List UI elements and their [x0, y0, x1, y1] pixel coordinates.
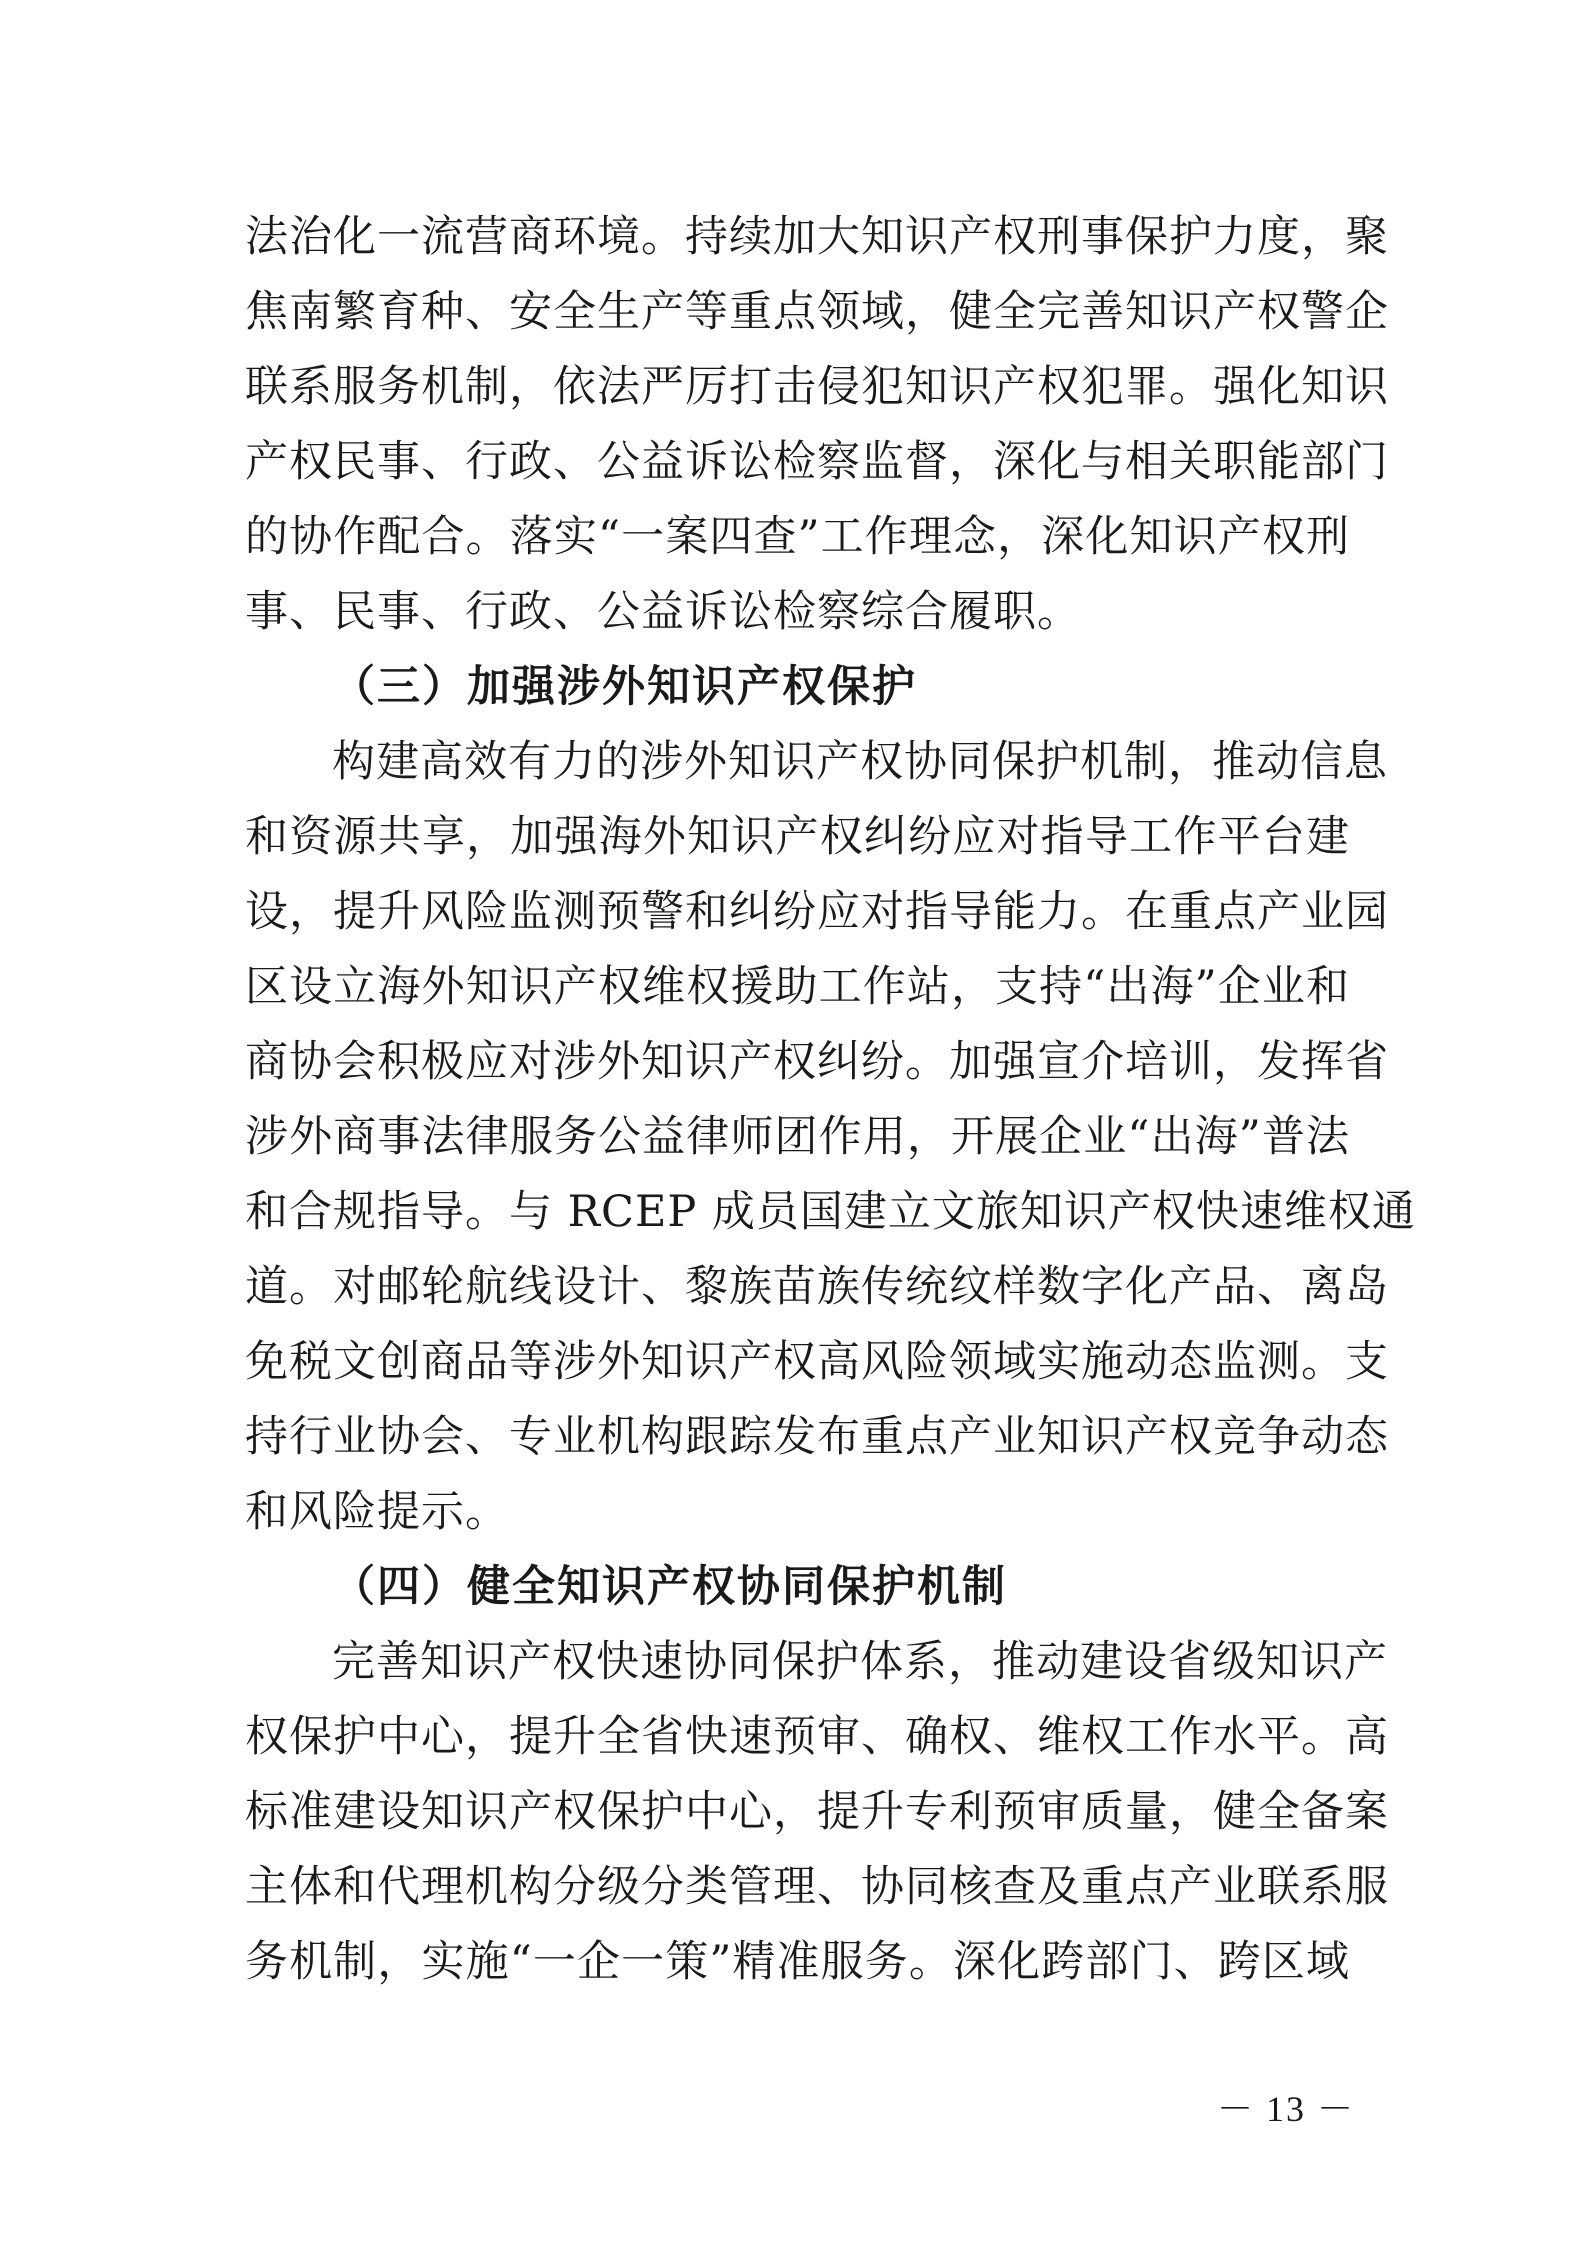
paragraph-line: 主体和代理机构分级分类管理、协同核查及重点产业联系服	[245, 1862, 1389, 1912]
page-number: － 13 －	[1216, 2089, 1355, 2129]
paragraph-line: 焦南繁育种、安全生产等重点领域，健全完善知识产权警企	[245, 287, 1389, 337]
paragraph-1	[245, 200, 1389, 650]
paragraph-line: 免税文创商品等涉外知识产权高风险领域实施动态监测。支	[245, 1337, 1389, 1387]
paragraph-line: 权保护中心，提升全省快速预审、确权、维权工作水平。高	[245, 1712, 1389, 1762]
paragraph-line: 标准建设知识产权保护中心，提升专利预审质量，健全备案	[245, 1787, 1389, 1837]
paragraph-line: 涉外商事法律服务公益律师团作用，开展企业“出海”普法	[245, 1112, 1350, 1162]
section-4-heading: （四）健全知识产权协同保护机制	[332, 1562, 1007, 1612]
section-4-paragraph	[245, 1625, 1389, 2000]
paragraph-line: 和资源共享，加强海外知识产权纠纷应对指导工作平台建	[245, 812, 1350, 862]
paragraph-line: 联系服务机制，依法严厉打击侵犯知识产权犯罪。强化知识	[245, 362, 1389, 412]
paragraph-line: 持行业协会、专业机构跟踪发布重点产业知识产权竞争动态	[245, 1412, 1389, 1462]
paragraph-line: 商协会积极应对涉外知识产权纠纷。加强宣介培训，发挥省	[245, 1037, 1389, 1087]
paragraph-line: 产权民事、行政、公益诉讼检察监督，深化与相关职能部门	[245, 437, 1389, 487]
paragraph-line: 设，提升风险监测预警和纠纷应对指导能力。在重点产业园	[245, 887, 1389, 937]
paragraph-line: 区设立海外知识产权维权援助工作站，支持“出海”企业和	[245, 962, 1350, 1012]
paragraph-line: 完善知识产权快速协同保护体系，推动建设省级知识产	[332, 1637, 1388, 1687]
paragraph-line: 法治化一流营商环境。持续加大知识产权刑事保护力度，聚	[245, 212, 1389, 262]
paragraph-line: 构建高效有力的涉外知识产权协同保护机制，推动信息	[332, 737, 1388, 787]
paragraph-line: 的协作配合。落实“一案四查”工作理念，深化知识产权刑	[245, 512, 1350, 562]
paragraph-line: 务机制，实施“一企一策”精准服务。深化跨部门、跨区域	[245, 1937, 1350, 1987]
paragraph-line: 和风险提示。	[245, 1487, 509, 1537]
paragraph-line: 和合规指导。与 RCEP 成员国建立文旅知识产权快速维权通	[245, 1187, 1416, 1237]
section-3-heading: （三）加强涉外知识产权保护	[332, 662, 917, 712]
paragraph-line: 道。对邮轮航线设计、黎族苗族传统纹样数字化产品、离岛	[245, 1262, 1389, 1312]
paragraph-line: 事、民事、行政、公益诉讼检察综合履职。	[245, 587, 1081, 637]
document-body	[245, 200, 1416, 2000]
section-3-paragraph	[245, 725, 1416, 1550]
